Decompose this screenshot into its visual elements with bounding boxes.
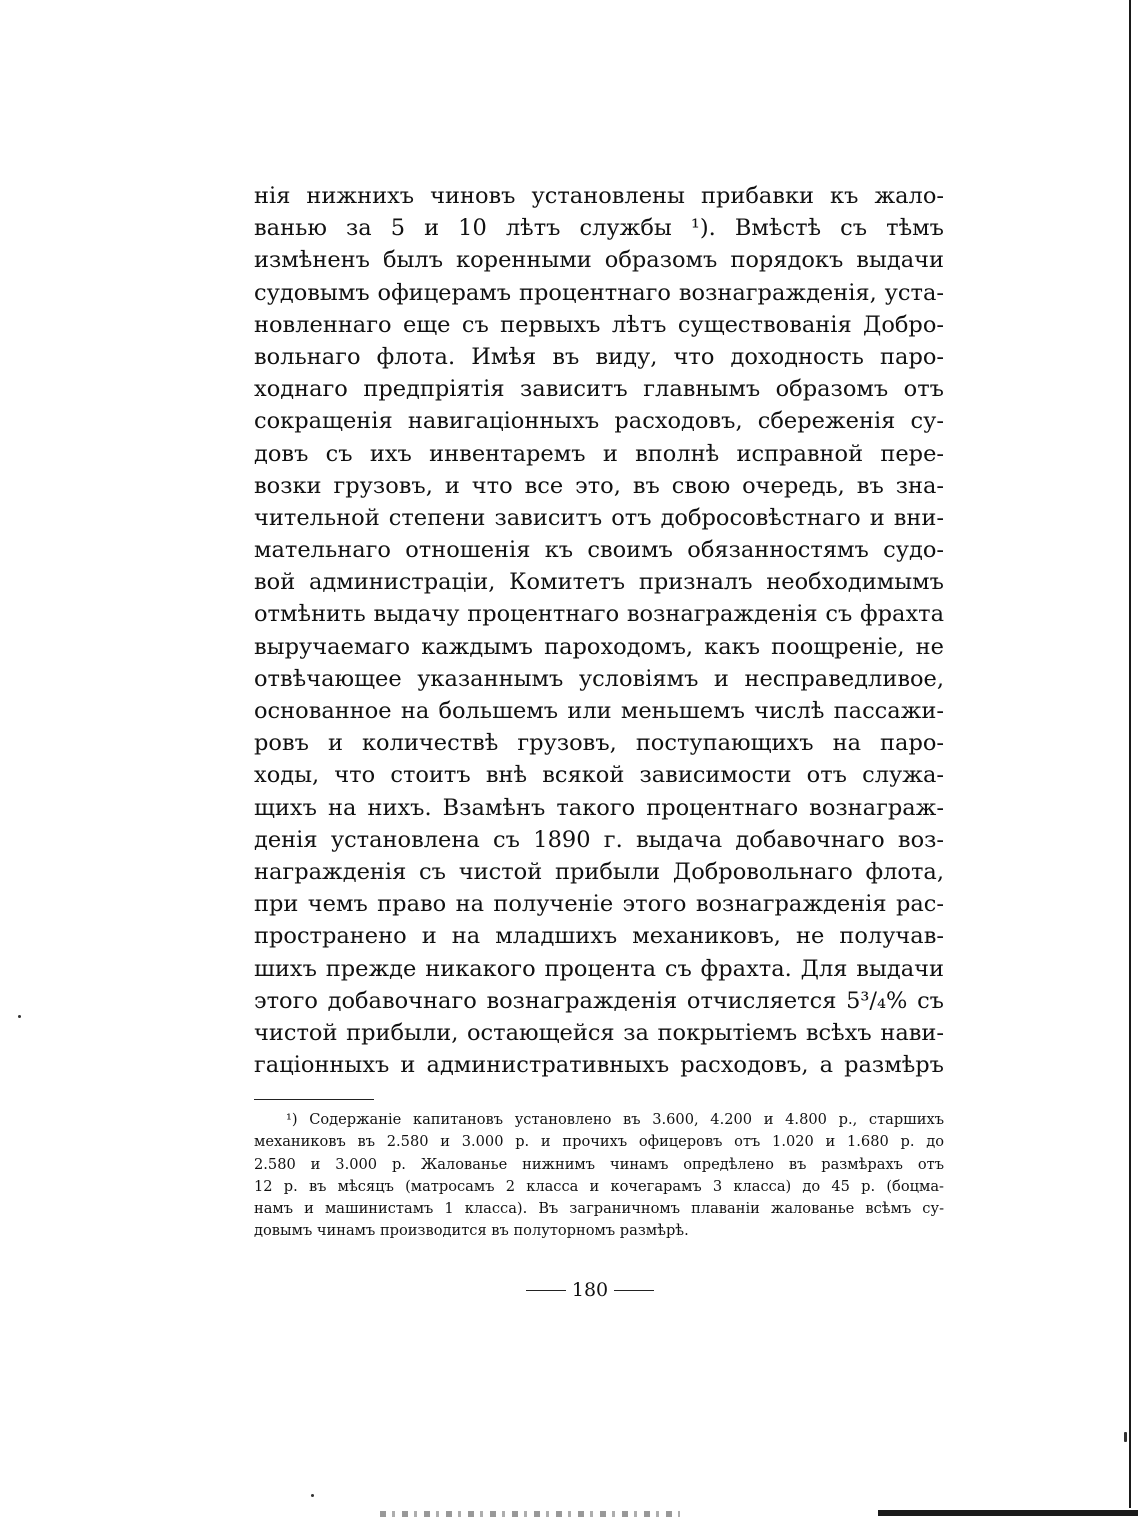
text-line: основанное на большемъ или меньшемъ числѣ пассажи- (254, 698, 944, 724)
text-line: довъ съ ихъ инвентаремъ и вполнѣ исправной пере- (254, 440, 944, 467)
main-text (254, 180, 944, 1081)
text-line: вольнаго флота. Имѣя въ виду, что доходность паро- (254, 343, 944, 370)
footnote-divider (254, 1099, 374, 1100)
text-line: этого добавочнаго вознагражденія отчисляется 5³/₄% съ (254, 987, 944, 1014)
page-number (520, 1275, 660, 1305)
page-number-dash-right (614, 1290, 654, 1291)
text-line: выручаемаго каждымъ пароходомъ, какъ поощреніе, не (254, 633, 944, 660)
scan-bottom-bar (878, 1510, 1138, 1516)
text-line: денія установлена съ 1890 г. выдача добавочнаго воз- (254, 826, 944, 853)
text-line: ходы, что стоитъ внѣ всякой зависимости отъ служа- (254, 762, 944, 789)
text-line: чистой прибыли, остающейся за покрытіемъ всѣхъ нави- (254, 1019, 944, 1046)
text-line: мательнаго отношенія къ своимъ обязанностямъ судо- (254, 537, 944, 564)
text-line: гаціонныхъ и административныхъ расходовъ, а размѣръ (254, 1052, 944, 1079)
text-line: сокращенія навигаціонныхъ расходовъ, сбереженія су- (254, 408, 944, 435)
text-line: шихъ прежде никакого процента съ фрахта. Для выдачи (254, 955, 944, 982)
text-line: отмѣнить выдачу процентнаго вознагражденія съ фрахта (254, 601, 944, 628)
text-line: ванью за 5 и 10 лѣтъ службы ¹). Вмѣстѣ съ тѣмъ (254, 215, 944, 242)
page-number-dash-left (526, 1290, 566, 1291)
text-line: нія нижнихъ чиновъ установлены прибавки къ жало- (254, 183, 944, 209)
scan-speck (18, 1015, 21, 1018)
text-line: отвѣчающее указаннымъ условіямъ и несправедливое, (254, 665, 944, 692)
text-line: измѣненъ былъ коренными образомъ порядокъ выдачи (254, 247, 944, 274)
page-number-value: 180 (571, 1279, 609, 1301)
text-line: щихъ на нихъ. Взамѣнъ такого процентнаго вознаграж- (254, 794, 944, 821)
scan-bleed-through (380, 1511, 680, 1517)
scan-speck (1124, 1432, 1127, 1442)
footnote-line: 2.580 и 3.000 р. Жалованье нижнимъ чинамъ опредѣлено въ размѣрахъ отъ (254, 1155, 944, 1173)
text-line: чительной степени зависитъ отъ добросовѣстнаго и вни- (254, 504, 944, 531)
text-line: награжденія съ чистой прибыли Добровольнаго флота, (254, 858, 944, 885)
footnote-line: 12 р. въ мѣсяцъ (матросамъ 2 класса и кочегарамъ 3 класса) до 45 р. (боцма- (254, 1177, 944, 1195)
text-line: ровъ и количествѣ грузовъ, поступающихъ на паро- (254, 730, 944, 757)
scan-speck (311, 1494, 314, 1497)
text-line: вой администраціи, Комитетъ призналъ необходимымъ (254, 569, 944, 596)
footnote-line: довымъ чинамъ производится въ полуторномъ размѣрѣ. (254, 1222, 689, 1240)
footnote (254, 1109, 944, 1243)
text-line: при чемъ право на полученіе этого вознагражденія рас- (254, 891, 944, 918)
text-line: возки грузовъ, и что все это, въ свою очередь, въ зна- (254, 472, 944, 499)
footnote-line: механиковъ въ 2.580 и 3.000 р. и прочихъ офицеровъ отъ 1.020 и 1.680 р. до (254, 1133, 944, 1151)
scan-edge-line (1129, 0, 1131, 1508)
footnote-line: намъ и машинистамъ 1 класса). Въ заграничномъ плаваніи жалованье всѣмъ су- (254, 1200, 944, 1218)
text-line: пространено и на младшихъ механиковъ, не получав- (254, 923, 944, 950)
footnote-line: ¹) Содержаніе капитановъ установлено въ 3.600, 4.200 и 4.800 р., старшихъ (286, 1111, 944, 1128)
text-line: ходнаго предпріятія зависитъ главнымъ образомъ отъ (254, 376, 944, 403)
text-line: новленнаго еще съ первыхъ лѣтъ существованія Добро- (254, 311, 944, 338)
text-line: судовымъ офицерамъ процентнаго вознагражденія, уста- (254, 279, 944, 306)
